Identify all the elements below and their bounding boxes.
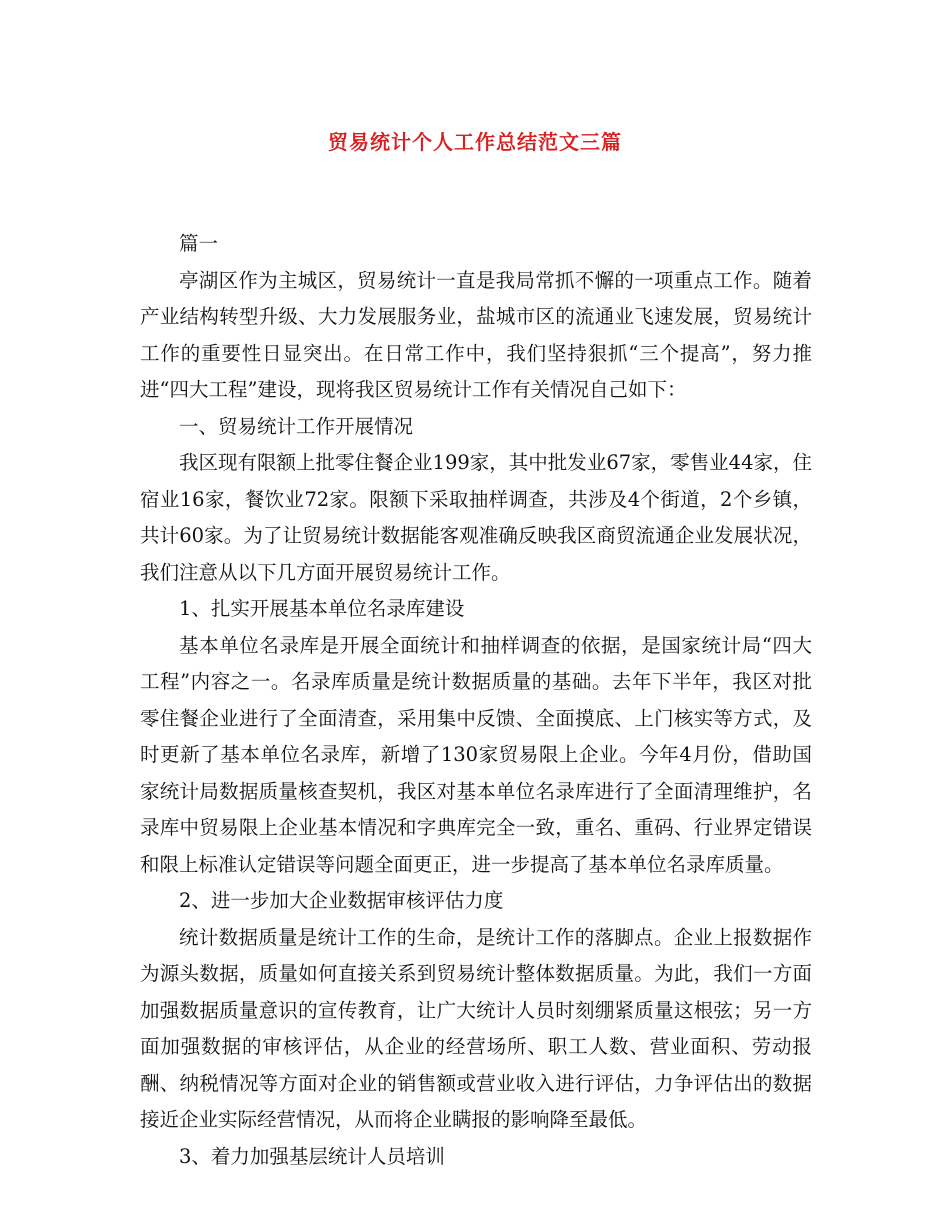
subheading-2: 2、进一步加大企业数据审核评估力度 bbox=[179, 889, 504, 912]
document-body bbox=[140, 226, 812, 1175]
heading-1: 一、贸易统计工作开展情况 bbox=[179, 414, 414, 438]
document-title: 贸易统计个人工作总结范文三篇 bbox=[328, 130, 622, 154]
paragraph-1: 我区现有限额上批零住餐企业199家，其中批发业67家，零售业44家，住宿业16家，餐饮业72家。限额下采取抽样调查，共涉及4个街道，2个乡镇，共计60家。为了让贸易统计数据能客观准确反映我区商贸流通企业发展状况，我们注意从以下几方面开展贸易统计工作。 bbox=[140, 451, 812, 584]
subheading-1: 1、扎实开展基本单位名录库建设 bbox=[179, 597, 465, 620]
section-label: 篇一 bbox=[179, 232, 219, 255]
intro-paragraph: 亭湖区作为主城区，贸易统计一直是我局常抓不懈的一项重点工作。随着产业结构转型升级、大力发展服务业，盐城市区的流通业飞速发展，贸易统计工作的重要性日显突出。在日常工作中，我们坚持狠抓“三个提高”，努力推进“四大工程”建设，现将我区贸易统计工作有关情况自己如下： bbox=[140, 268, 812, 401]
paragraph-2: 基本单位名录库是开展全面统计和抽样调查的依据，是国家统计局“四大工程”内容之一。名录库质量是统计数据质量的基础。去年下半年，我区对批零住餐企业进行了全面清查，采用集中反馈、全面摸底、上门核实等方式，及时更新了基本单位名录库，新增了130家贸易限上企业。今年4月份，借助国家统计局数据质量核查契机，我区对基本单位名录库进行了全面清理维护，名录库中贸易限上企业基本情况和字典库完全一致，重名、重码、行业界定错误和限上标准认定错误等问题全面更正，进一步提高了基本单位名录库质量。 bbox=[140, 633, 812, 876]
subheading-3: 3、着力加强基层统计人员培训 bbox=[179, 1144, 445, 1168]
paragraph-3: 统计数据质量是统计工作的生命，是统计工作的落脚点。企业上报数据作为源头数据，质量如何直接关系到贸易统计整体数据质量。为此，我们一方面加强数据质量意识的宣传教育，让广大统计人员时刻绷紧质量这根弦；另一方面加强数据的审核评估，从企业的经营场所、职工人数、营业面积、劳动报酬、纳税情况等方面对企业的销售额或营业收入进行评估，力争评估出的数据接近企业实际经营情况，从而将企业瞒报的影响降至最低。 bbox=[140, 925, 812, 1131]
